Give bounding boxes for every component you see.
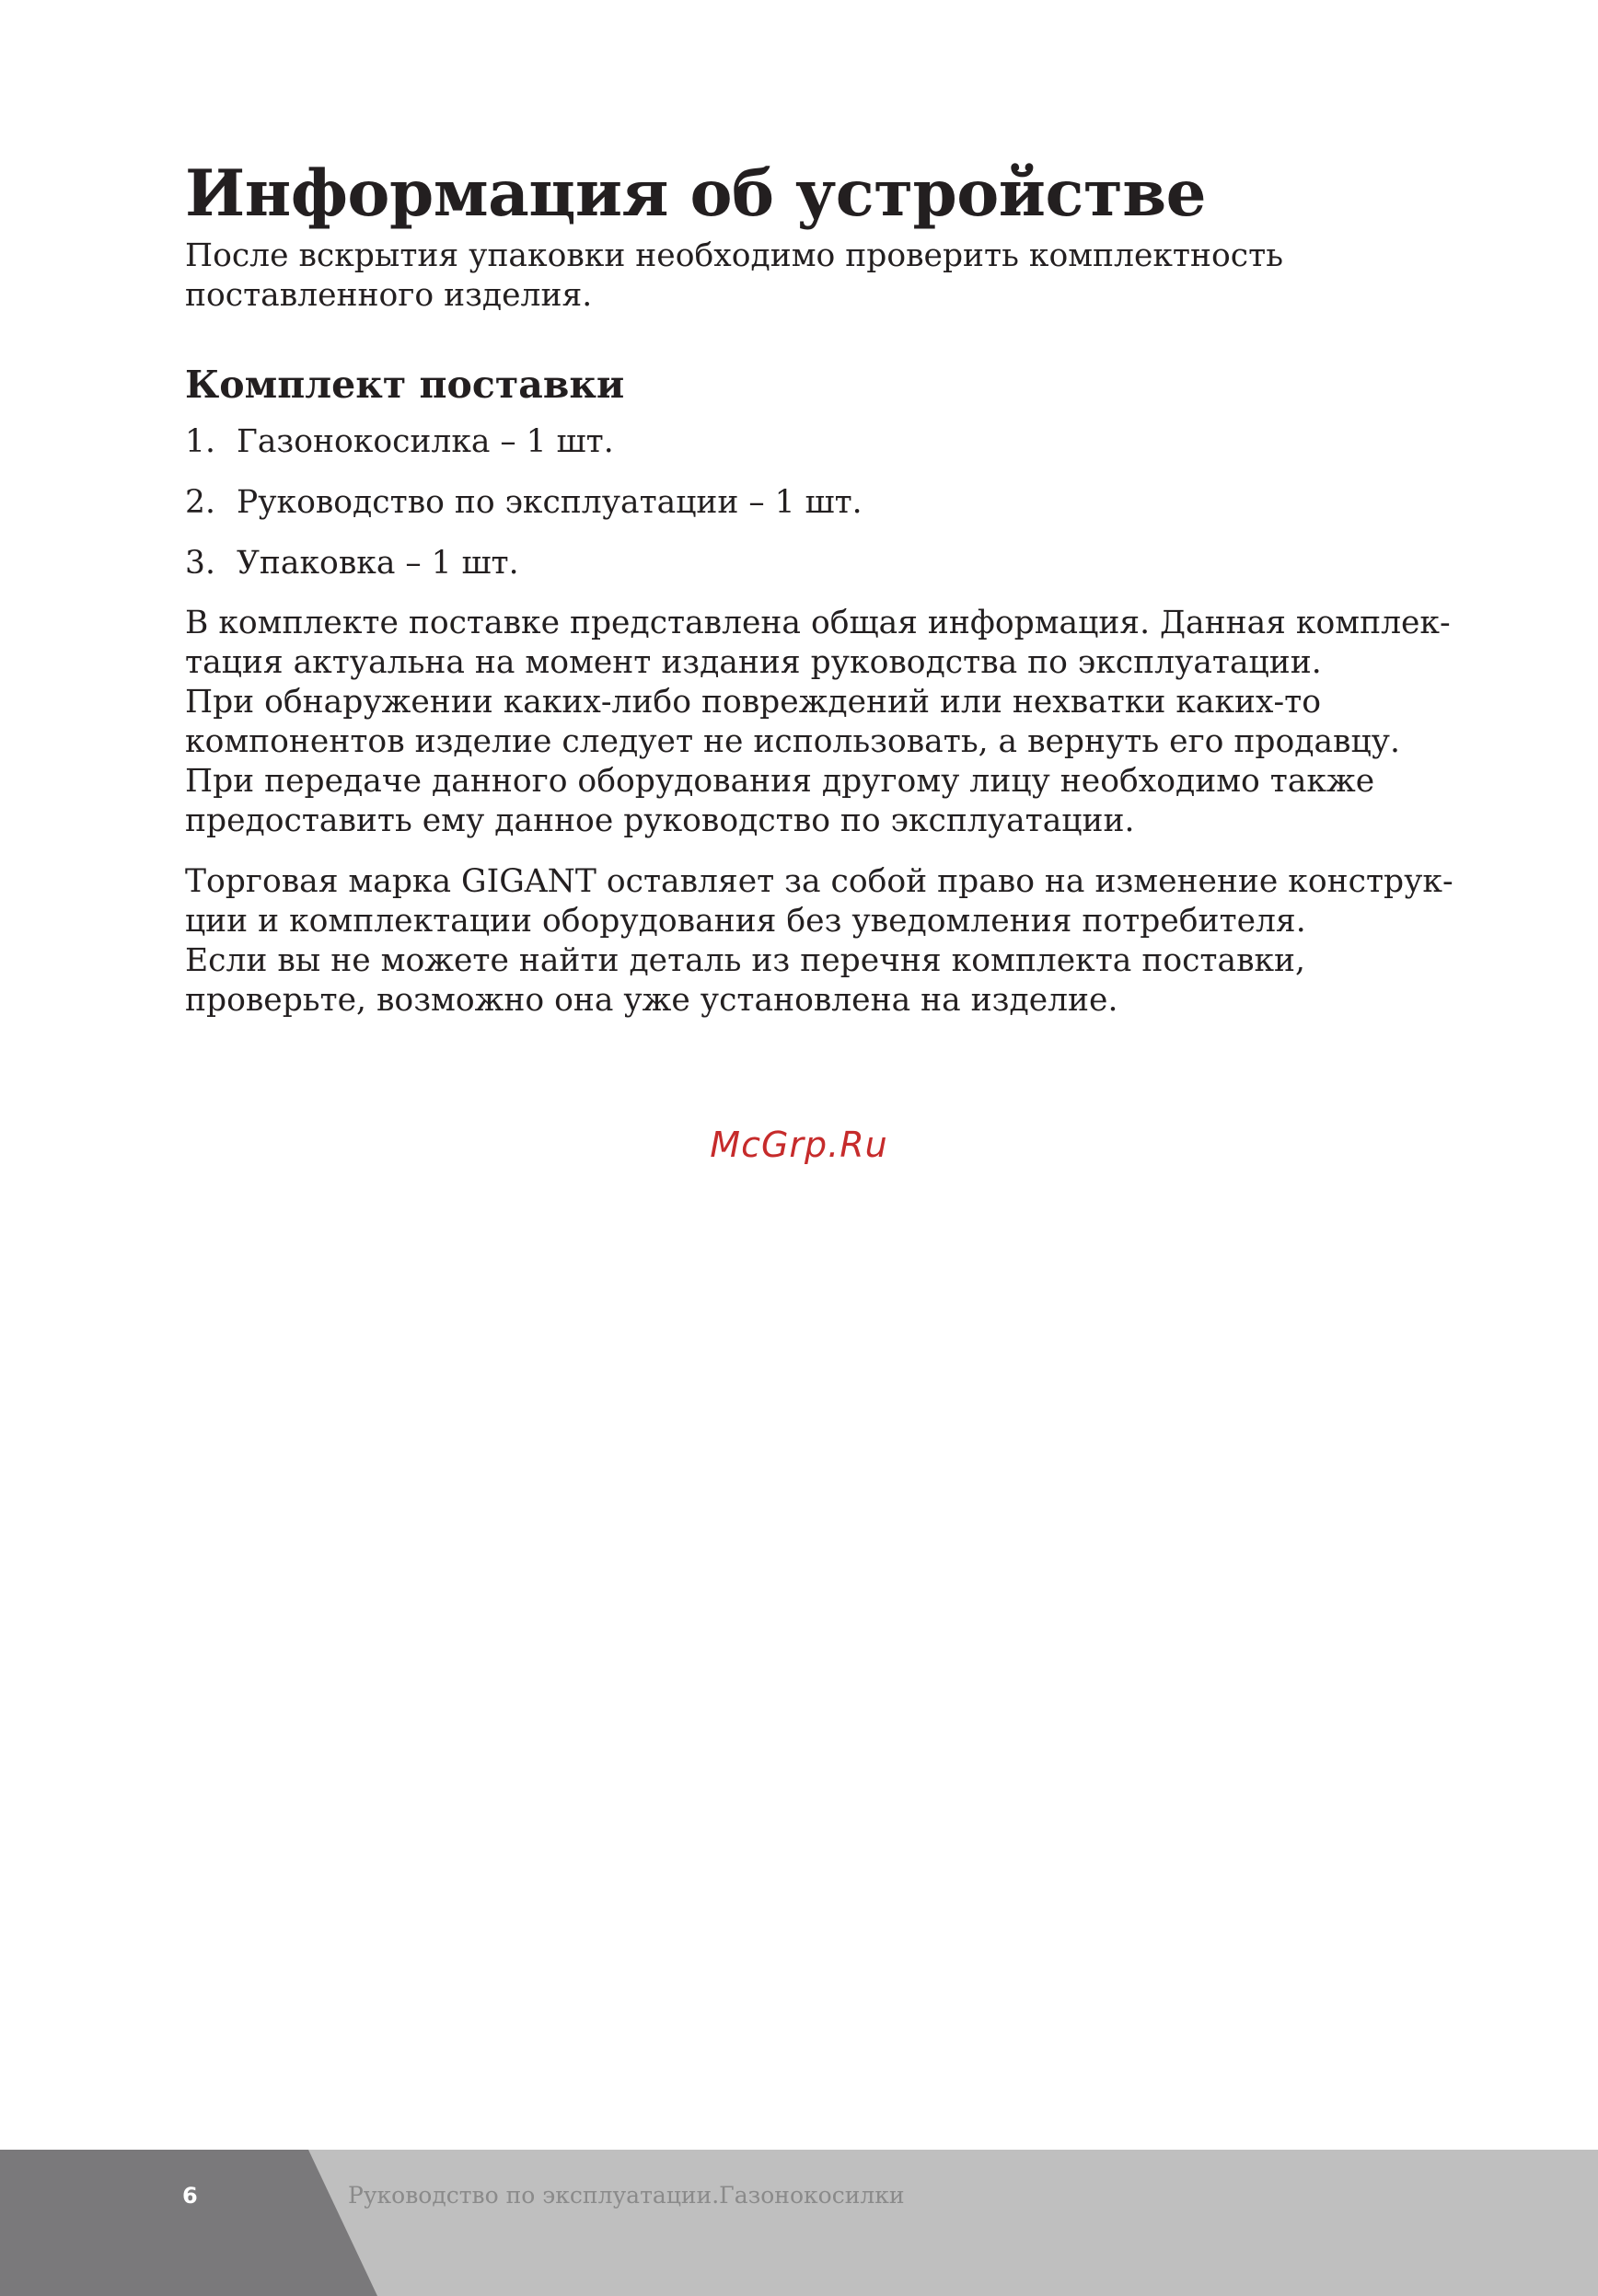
paragraph-line: В комплекте поставке представлена общая информация. Данная комплек- — [185, 605, 1451, 641]
paragraph-line: Если вы не можете найти деталь из перечня комплекта поставки, — [185, 942, 1306, 979]
list-item — [185, 420, 1474, 464]
watermark-link[interactable]: McGrp.Ru — [710, 1125, 888, 1165]
page-footer — [0, 2150, 1598, 2296]
paragraph-line: компонентов изделие следует не использовать, а вернуть его продавцу. — [185, 723, 1400, 760]
page-title: Информация об устройстве — [185, 156, 1207, 231]
footer-title: Руководство по эксплуатации.Газонокосилки — [348, 2182, 905, 2209]
intro-line: После вскрытия упаковки необходимо проверить комплектность — [185, 237, 1283, 274]
list-item — [185, 480, 1474, 525]
paragraph-line: Торговая марка GIGANT оставляет за собой право на изменение конструк- — [185, 863, 1453, 900]
list-item-text: Упаковка – 1 шт. — [237, 545, 519, 582]
paragraph-line: ции и комплектации оборудования без уведомления потребителя. — [185, 903, 1306, 940]
trademark-paragraph — [185, 862, 1474, 1021]
intro-paragraph — [185, 237, 1474, 316]
kit-heading: Комплект поставки — [185, 363, 625, 407]
intro-line: поставленного изделия. — [185, 277, 593, 314]
paragraph-line: проверьте, возможно она уже установлена на изделие. — [185, 982, 1118, 1019]
list-item — [185, 541, 1474, 585]
paragraph-line: тация актуальна на момент издания руководства по эксплуатации. — [185, 644, 1322, 681]
page-content — [185, 152, 1474, 1021]
info-paragraph — [185, 604, 1474, 841]
list-item-number: 2. — [185, 484, 215, 521]
paragraph-line: При обнаружении каких-либо повреждений или нехватки каких-то — [185, 684, 1321, 721]
page-number: 6 — [182, 2183, 198, 2209]
paragraph-line: предоставить ему данное руководство по эксплуатации. — [185, 802, 1135, 839]
list-item-number: 3. — [185, 545, 215, 582]
paragraph-line: При передаче данного оборудования другому лицу необходимо также — [185, 763, 1375, 800]
list-item-text: Руководство по эксплуатации – 1 шт. — [237, 484, 863, 521]
list-item-text: Газонокосилка – 1 шт. — [237, 423, 614, 460]
kit-list — [185, 420, 1474, 585]
list-item-number: 1. — [185, 423, 215, 460]
